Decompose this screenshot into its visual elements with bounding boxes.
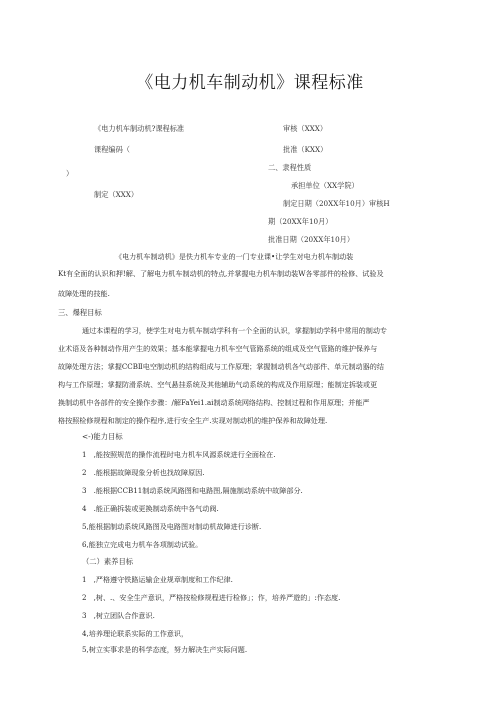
section-course-nature: 二、隶程性质 <box>268 163 312 172</box>
subsection-heading: <-)能力目标 <box>82 432 123 441</box>
list-item: 4 .能正确拆装或更换制动系统中各气动阀. <box>82 504 219 513</box>
para-line: 通过本课程的学习，使学生对电力机车制动学科有一个全面的认识，掌握制动学科中常用的制动专 <box>82 326 388 335</box>
section-heading: 三、爆程目标 <box>58 308 102 317</box>
meta-course-name: 《电力机车制动机?课程标准 <box>94 124 185 133</box>
para-line: 格按照检修规程和制定的操作程序,进行安全生产.实现对制动机的维护保养和故障处理. <box>58 416 328 425</box>
intro-line: 故障处理的技能. <box>58 289 110 298</box>
list-item: 1 ,严格遵守铁路运输企业规章制度和工作纪律. <box>82 575 233 584</box>
list-item: 4,培养理论联系实际的工作意识， <box>82 629 189 638</box>
list-item: 5,树立实事求是的科学态度，努力解决生产实际问题. <box>82 645 248 654</box>
intro-line: 《电力机车制动机》是佚力机车专业的一门专业课•让学生对电力机车制动装 <box>115 252 354 261</box>
list-item: 1 ,能按照规范的操作流程时电力机车风源系统进行全面检在. <box>82 450 276 459</box>
list-item: 3 ,树立团队合作意识. <box>82 611 155 620</box>
meta-course-code-close: ） <box>66 169 74 178</box>
list-item: 6,能独立完成电力机车各项制动试验。 <box>82 540 203 549</box>
meta-made-date: 制定日期（20XX年10月）审核H <box>283 199 390 208</box>
intro-line: Kt有全面的认识和押!解、了解电力机车制动机的特点,并掌握电力机车制动装W各零部件的检修、试验及 <box>58 269 384 278</box>
list-item: 2 .能根据故障现象分析也找故障原因. <box>82 468 205 477</box>
list-item: 5,能根据制动系统风路图及电路图对制动机故障进行诊断. <box>82 522 262 531</box>
meta-unit: 承担单位（XX学院） <box>291 181 359 190</box>
meta-approver: 批准（KXX） <box>283 145 328 154</box>
meta-review-date: 期（20XX年10月） <box>268 217 333 226</box>
meta-reviewer: 审核（XXX） <box>283 124 328 133</box>
para-line: 构与工作原理；掌握防滑系统、空气悬挂系统及其他辅助气动系统的构成及作用原理；能制定拆装或更 <box>58 380 378 389</box>
para-line: 换制动机中各部件的安全操作步骤：/解FaYei1.ai制动系统网络结构、控制过程和作用原理；并能严 <box>58 398 370 407</box>
para-line: 故障处理方法；掌握CCBⅡ电空制动机的结构组成与工作原理；掌握制动机各气动部件、单元制动器的结 <box>58 362 384 371</box>
meta-author: 制定（XXX） <box>94 190 139 199</box>
subsection-heading: （二）素养目标 <box>82 557 134 566</box>
page-title: 《电力机车制动机》课程标准 <box>136 73 364 93</box>
list-item: 3 .能根据CCB11制动系统风路图和电路图,隔施制动系统中故障部分. <box>82 486 303 495</box>
meta-course-code: 课程编码（ <box>94 145 130 154</box>
meta-approve-date: 批准日期（20XX年10月） <box>268 235 355 244</box>
list-item: 2 ,树、.、安全生产意识，严格按检修规程进行检修」；作，培养严遊的」:作态度. <box>82 593 341 602</box>
para-line: 业术语及各种制动作用产生的效果；基本能掌握电力机车空气管路系统的组成及空气管路的维护保养与 <box>58 344 378 353</box>
